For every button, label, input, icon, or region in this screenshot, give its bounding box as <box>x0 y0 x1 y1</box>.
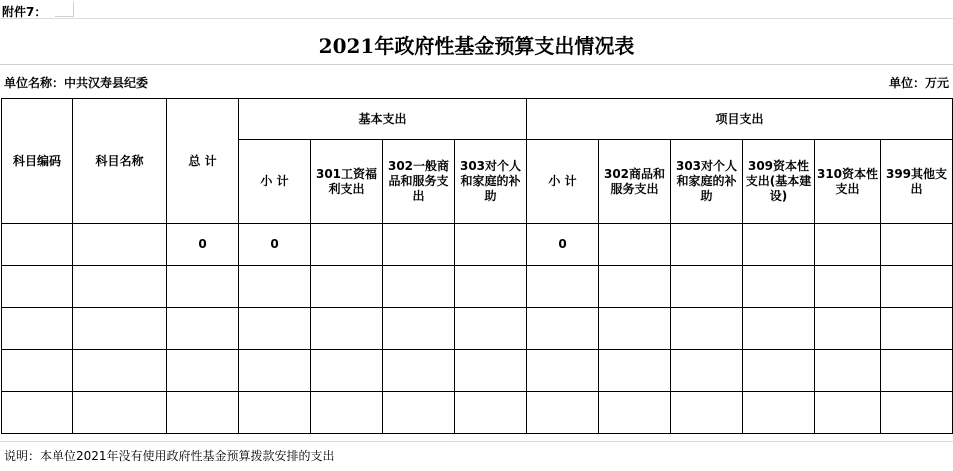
cell-p303 <box>671 266 743 308</box>
divider <box>0 64 953 65</box>
header-name: 科目名称 <box>73 99 167 224</box>
cell-p399 <box>881 392 953 434</box>
cell-p302 <box>599 224 671 266</box>
header-project: 项目支出 <box>527 99 953 140</box>
cell-302 <box>383 224 455 266</box>
table-row <box>2 224 953 266</box>
header-301: 301工资福利支出 <box>311 140 383 224</box>
cell-p309 <box>743 266 815 308</box>
cell-302 <box>383 392 455 434</box>
cell-name <box>73 224 167 266</box>
cell-project-subtotal <box>527 308 599 350</box>
cell-301 <box>311 392 383 434</box>
cell-p303 <box>671 392 743 434</box>
cell-p399 <box>881 224 953 266</box>
cell-total <box>167 350 239 392</box>
cell-total <box>167 266 239 308</box>
cell-basic-subtotal <box>239 308 311 350</box>
cell-p399 <box>881 350 953 392</box>
cell-p303 <box>671 308 743 350</box>
cell-basic-subtotal: 0 <box>239 224 311 266</box>
cell-total <box>167 392 239 434</box>
cell-basic-subtotal <box>239 350 311 392</box>
cell-name <box>73 308 167 350</box>
header-p302: 302商品和服务支出 <box>599 140 671 224</box>
cell-303 <box>455 392 527 434</box>
page-title: 2021年政府性基金预算支出情况表 <box>318 34 635 58</box>
cell-p309 <box>743 350 815 392</box>
cell-301 <box>311 308 383 350</box>
cell-303 <box>455 266 527 308</box>
cell-code <box>2 266 73 308</box>
cell-p310 <box>815 224 881 266</box>
cell-302 <box>383 308 455 350</box>
attachment-cell <box>55 2 74 17</box>
cell-total: 0 <box>167 224 239 266</box>
table-row <box>2 266 953 308</box>
cell-p303 <box>671 224 743 266</box>
header-code: 科目编码 <box>2 99 73 224</box>
footnote: 说明：本单位2021年没有使用政府性基金预算拨款安排的支出 <box>4 449 335 463</box>
cell-302 <box>383 350 455 392</box>
cell-p302 <box>599 266 671 308</box>
header-basic: 基本支出 <box>239 99 527 140</box>
cell-p310 <box>815 266 881 308</box>
cell-p310 <box>815 392 881 434</box>
cell-project-subtotal <box>527 392 599 434</box>
header-total: 总 计 <box>167 99 239 224</box>
cell-303 <box>455 308 527 350</box>
cell-project-subtotal <box>527 350 599 392</box>
cell-p309 <box>743 224 815 266</box>
cell-p399 <box>881 266 953 308</box>
header-p399: 399其他支出 <box>881 140 953 224</box>
cell-p309 <box>743 308 815 350</box>
cell-301 <box>311 266 383 308</box>
cell-p310 <box>815 308 881 350</box>
header-basic-subtotal: 小 计 <box>239 140 311 224</box>
cell-code <box>2 392 73 434</box>
cell-basic-subtotal <box>239 392 311 434</box>
cell-code <box>2 350 73 392</box>
header-303: 303对个人和家庭的补助 <box>455 140 527 224</box>
cell-name <box>73 350 167 392</box>
header-p310: 310资本性支出 <box>815 140 881 224</box>
table-row <box>2 350 953 392</box>
header-p303: 303对个人和家庭的补助 <box>671 140 743 224</box>
budget-table <box>1 98 953 434</box>
cell-p310 <box>815 350 881 392</box>
cell-p399 <box>881 308 953 350</box>
cell-p309 <box>743 392 815 434</box>
cell-p302 <box>599 350 671 392</box>
cell-name <box>73 266 167 308</box>
cell-303 <box>455 224 527 266</box>
cell-name <box>73 392 167 434</box>
cell-basic-subtotal <box>239 266 311 308</box>
header-project-subtotal: 小 计 <box>527 140 599 224</box>
divider <box>0 441 953 442</box>
cell-project-subtotal <box>527 266 599 308</box>
cell-301 <box>311 350 383 392</box>
header-p309: 309资本性支出(基本建设) <box>743 140 815 224</box>
cell-p302 <box>599 308 671 350</box>
cell-p302 <box>599 392 671 434</box>
currency-unit: 单位：万元 <box>888 76 949 90</box>
cell-p303 <box>671 350 743 392</box>
table-row <box>2 392 953 434</box>
header-302: 302一般商品和服务支出 <box>383 140 455 224</box>
cell-302 <box>383 266 455 308</box>
table-row <box>2 308 953 350</box>
attachment-label: 附件7： <box>2 5 47 19</box>
cell-project-subtotal: 0 <box>527 224 599 266</box>
cell-303 <box>455 350 527 392</box>
cell-301 <box>311 224 383 266</box>
cell-code <box>2 224 73 266</box>
cell-total <box>167 308 239 350</box>
cell-code <box>2 308 73 350</box>
unit-name: 单位名称：中共汉寿县纪委 <box>4 76 149 90</box>
